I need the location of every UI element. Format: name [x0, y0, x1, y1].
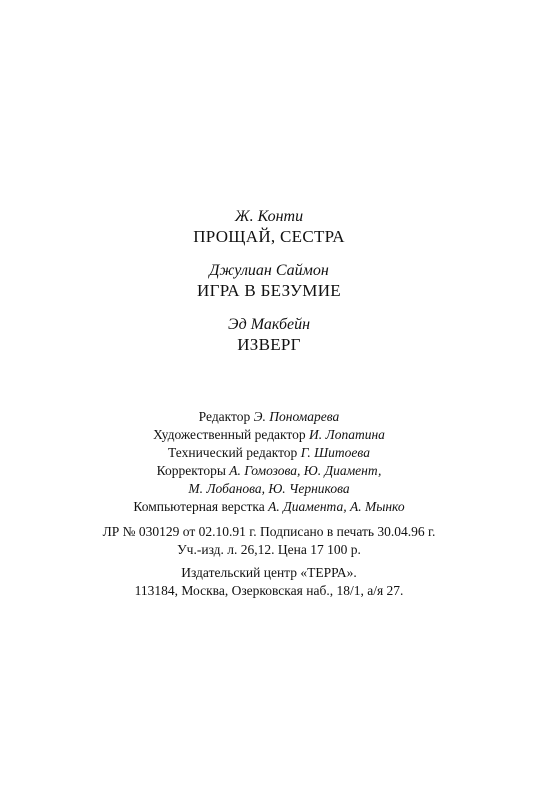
work-author: Эд Макбейн — [227, 316, 311, 333]
credit-role: Компьютерная верстка — [133, 499, 269, 514]
credit-names: А. Гомозова, Ю. Диамент, — [229, 463, 382, 478]
work-author: Ж. Конти — [234, 208, 304, 225]
work-item — [0, 315, 538, 355]
credit-role: Художественный редактор — [153, 427, 310, 442]
credit-names: И. Лопатина — [309, 427, 385, 442]
publisher-info — [0, 564, 538, 600]
price-line: Уч.-изд. л. 26,12. Цена 17 100 р. — [177, 542, 361, 557]
credit-role: Корректоры — [156, 463, 230, 478]
editorial-credits — [0, 408, 538, 516]
print-info — [0, 523, 538, 559]
credit-line — [0, 462, 538, 480]
credit-line — [0, 498, 538, 516]
work-title: ИГРА В БЕЗУМИЕ — [197, 281, 341, 300]
credit-line — [0, 408, 538, 426]
work-item — [0, 261, 538, 301]
work-title: ИЗВЕРГ — [237, 335, 301, 354]
credit-names: А. Диамента, А. Мынко — [268, 499, 405, 514]
work-item — [0, 207, 538, 247]
work-title: ПРОЩАЙ, СЕСТРА — [193, 227, 345, 246]
publisher-address: 113184, Москва, Озерковская наб., 18/1, а/я 27. — [134, 583, 404, 598]
publisher-name: Издательский центр «ТЕРРА». — [181, 565, 357, 580]
license-line: ЛР № 030129 от 02.10.91 г. Подписано в печать 30.04.96 г. — [102, 524, 436, 539]
credit-role: Редактор — [198, 409, 254, 424]
credit-names: Г. Шитоева — [300, 445, 370, 460]
works-list — [0, 207, 538, 369]
credit-line — [0, 480, 538, 498]
credit-names: Э. Пономарева — [253, 409, 340, 424]
credit-role: Технический редактор — [168, 445, 301, 460]
credit-line — [0, 426, 538, 444]
credit-names: М. Лобанова, Ю. Черникова — [188, 481, 350, 496]
credit-line — [0, 444, 538, 462]
work-author: Джулиан Саймон — [209, 262, 329, 279]
